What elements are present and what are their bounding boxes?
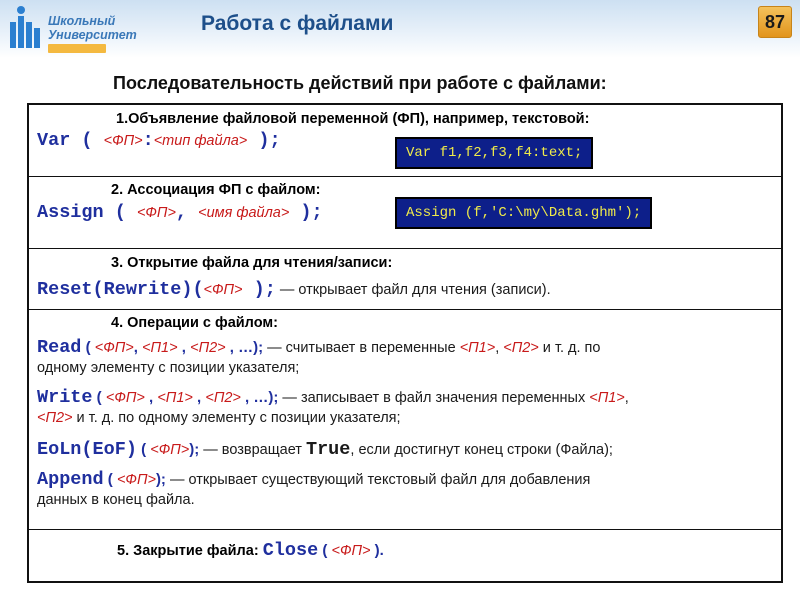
step-1-code-example: Var f1,f2,f3,f4:text; [395, 137, 593, 169]
page-title: Работа с файлами [201, 12, 394, 35]
logo [8, 4, 148, 62]
steps-table [27, 103, 783, 583]
logo-subtitle-band [48, 44, 106, 53]
step-2-row [29, 177, 781, 249]
step-4-row [29, 310, 781, 530]
step-5-content: 5. Закрытие файла: Close ( <ФП> ). [117, 540, 384, 561]
logo-figure-icon [8, 6, 44, 52]
logo-text: Школьный Университет [48, 14, 137, 42]
slide-header [0, 0, 800, 58]
step-3-heading: 3. Открытие файла для чтения/записи: [111, 255, 393, 271]
step-3-row [29, 249, 781, 310]
eoln-operation: EoLn(EoF) ( <ФП>); — возвращает True, если достигнут конец строки (Файла); [37, 439, 613, 460]
read-operation: Read ( <ФП>, <П1> , <П2> , …); — считывает в переменные <П1>, <П2> и т. д. по одному элементу с позиции указателя; [37, 337, 601, 376]
step-1-row [29, 105, 781, 177]
step-2-heading: 2. Ассоциация ФП с файлом: [111, 182, 321, 198]
step-2-code-example: Assign (f,'C:\my\Data.ghm'); [395, 197, 652, 229]
subtitle: Последовательность действий при работе с файлами: [113, 73, 607, 93]
page-number-badge: 87 [758, 6, 792, 38]
step-1-heading: 1.Объявление файловой переменной (ФП), например, текстовой: [116, 111, 590, 127]
step-2-syntax: Assign ( <ФП>, <имя файла> ); [37, 202, 323, 223]
step-4-heading: 4. Операции с файлом: [111, 315, 278, 331]
append-operation: Append ( <ФП>); — открывает существующий текстовый файл для добавления данных в конец файла. [37, 469, 591, 508]
step-1-syntax: Var ( <ФП>:<тип файла> ); [37, 130, 281, 151]
step-5-heading: 5. Закрытие файла: [117, 543, 263, 559]
write-operation: Write ( <ФП> , <П1> , <П2> , …); — записывает в файл значения переменных <П1>, <П2> и т. д. по одному элементу с позиции указателя; [37, 387, 629, 426]
step-5-row [29, 530, 781, 581]
step-3-syntax: Reset(Rewrite)(<ФП> ); — открывает файл для чтения (записи). [37, 279, 551, 300]
